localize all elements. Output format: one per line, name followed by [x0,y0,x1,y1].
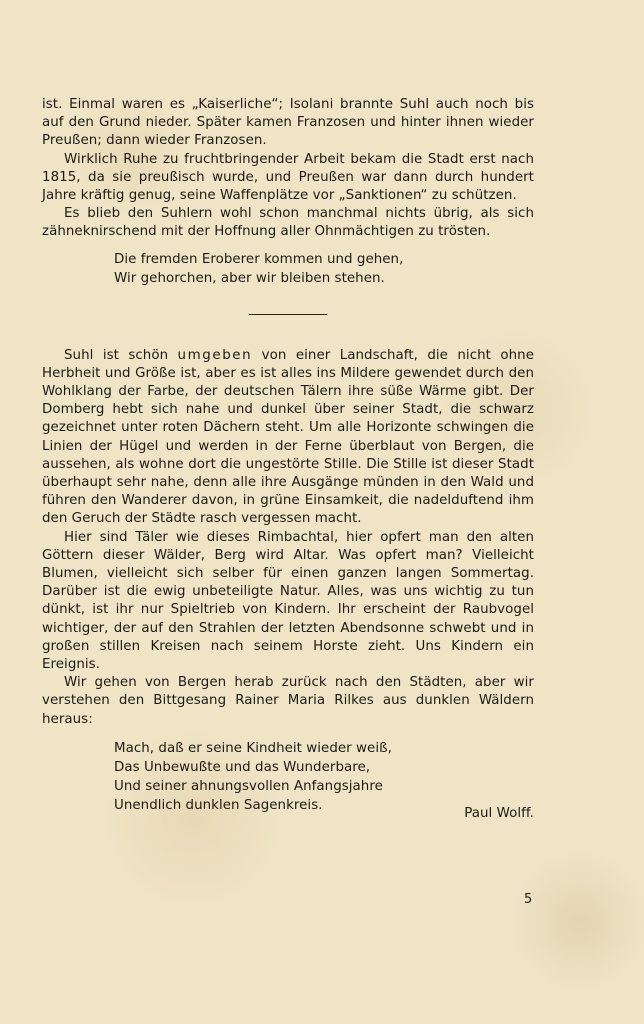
verse-line: Und seiner ahnungsvollen Anfangsjahre [114,778,383,794]
paragraph-4 [42,347,534,529]
paragraph-1: ist. Einmal waren es „Kaiserliche“; Isolani brannte Suhl auch noch bis auf den Grund nieder. Später kamen Franzosen und hinter ihnen wieder Preußen; dann wieder Franzosen. [42,97,534,149]
verse-line: Die fremden Eroberer kommen und gehen, [114,251,404,267]
paragraph-5: Hier sind Täler wie dieses Rimbachtal, hier opfert man den alten Göttern dieser Wälder, Berg wird Altar. Was opfert man? Vielleicht Blumen, vielleicht sich selber für einen ganzen langen Sommertag. Darüber ist die ewig unbeteiligte Natur. Alles, was uns wichtig zu tun dünkt, ist ihr nur Spieltrieb von Kindern. Ihr erscheint der Raubvogel wichtiger, der auf den Strahlen der letzten Abendsonne schwebt und in großen stillen Kreisen nach seinem Horste zieht. Uns Kindern ein Ereignis. [42,529,534,673]
page-content [42,96,534,821]
paragraph-6: Wir gehen von Bergen herab zurück nach den Städten, aber wir verstehen den Bittgesang Rainer Maria Rilkes aus dunklen Wäldern heraus: [42,675,534,727]
paragraph-4-start: Suhl ist schön [64,347,178,363]
page-number: 5 [524,892,533,907]
paragraph-4-rest: von einer Landschaft, die nicht ohne Herbheit und Größe ist, aber es ist alles ins Mildere gewendet durch den Wohlklang der Farbe, der deutschen Tälern ihre süße Wärme gibt. Der Domberg hebt sich nahe und dunkel über seiner Stadt, die schwarz gezeichnet unter roten Dächern steht. Um alle Horizonte schwingen die Linien der Hügel und werden in der Ferne überblaut von Bergen, die aussehen, als wohne dort die ungestörte Stille. Die Stille ist dieser Stadt überhaupt sehr nahe, denn alle ihre Ausgänge münden in den Wald und führen den Wanderer davon, in grüne Einsamkeit, die nadelduftend ihm den Geruch der Städte rasch vergessen macht. [42,347,534,527]
verse-quote-2 [114,739,534,821]
verse-line: Wir gehorchen, aber wir bleiben stehen. [114,270,385,286]
spaced-word: umgeben [177,347,253,363]
verse-line: Mach, daß er seine Kindheit wieder weiß, [114,740,392,756]
author-signature: Paul Wolff. [464,805,534,821]
paragraph-2: Wirklich Ruhe zu fruchtbringender Arbeit bekam die Stadt erst nach 1815, da sie preußisch wurde, und Preußen war dann durch hundert Jahre kräftig genug, seine Waffenplätze vor „Sanktionen“ zu schützen. [42,151,534,204]
verse-quote-1 [114,250,534,288]
paragraph-3: Es blieb den Suhlern wohl schon manchmal nichts übrig, als sich zähneknirschend mit der Hoffnung aller Ohnmächtigen zu trösten. [42,206,534,240]
section-divider [249,314,327,315]
verse-line: Unendlich dunklen Sagenkreis. [114,797,323,813]
verse-line: Das Unbewußte und das Wunderbare, [114,759,371,775]
